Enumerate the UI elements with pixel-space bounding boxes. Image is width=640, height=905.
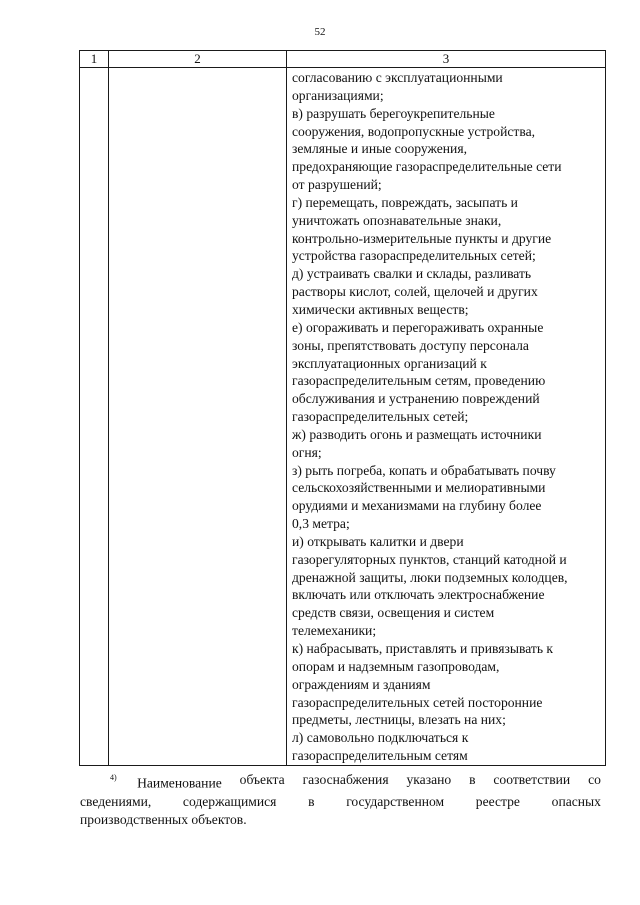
text-line: з) рыть погреба, копать и обрабатывать почву: [292, 462, 556, 478]
text-line: орудиями и механизмами на глубину более: [292, 498, 542, 514]
text-line: к) набрасывать, приставлять и привязывать к: [292, 641, 554, 656]
footnote: [80, 771, 601, 829]
text-line: устройства газораспределительных сетей;: [292, 248, 536, 264]
text-line: ограждениям и зданиям: [292, 676, 431, 692]
footnote-line-1: [80, 771, 601, 793]
table-header-row: [80, 51, 606, 68]
text-line: в) разрушать берегоукрепительные: [292, 105, 495, 121]
footnote-word: содержащимися: [182, 793, 277, 809]
text-line: 0,3 метра;: [292, 516, 350, 532]
text-line: зоны, препятствовать доступу персонала: [292, 337, 529, 353]
footnote-word: со: [588, 772, 601, 787]
text-line: газораспределительных сетей посторонние: [292, 694, 543, 710]
text-line: средств связи, освещения и систем: [292, 605, 495, 621]
text-line: согласованию с эксплуатационными: [292, 70, 503, 85]
text-line: включать или отключать электроснабжение: [292, 587, 545, 603]
text-line: газораспределительным сетям, проведению: [292, 373, 546, 389]
requirements-table: [79, 50, 606, 766]
header-col-2: 2: [109, 51, 287, 68]
text-line: от разрушений;: [292, 177, 382, 193]
text-line: телемеханики;: [292, 623, 377, 639]
footnote-word: реестре: [475, 793, 520, 809]
text-line: организациями;: [292, 87, 384, 103]
footnote-line-3: производственных объектов.: [80, 811, 247, 827]
cell-col-2: [109, 68, 287, 766]
text-line: земляные и иные сооружения,: [292, 141, 467, 157]
footnote-word: опасных: [551, 793, 601, 809]
footnote-lead: [110, 771, 222, 793]
text-line: предметы, лестницы, влезать на них;: [292, 712, 506, 728]
text-line: г) перемещать, повреждать, засыпать и: [292, 194, 518, 210]
text-line: сельскохозяйственными и мелиоративными: [292, 480, 546, 496]
text-line: сооружения, водопропускные устройства,: [292, 123, 536, 139]
footnote-word: Наименование: [137, 775, 222, 791]
text-line: эксплуатационных организаций к: [292, 355, 487, 371]
text-line: и) открывать калитки и двери: [292, 533, 464, 549]
text-line: химически активных веществ;: [292, 301, 469, 317]
cell-col-1: [80, 68, 109, 766]
cell-col-3-text: [287, 68, 605, 765]
footnote-line-2: [80, 793, 601, 811]
text-line: обслуживания и устранению повреждений: [292, 391, 540, 407]
header-col-3: 3: [287, 51, 606, 68]
footnote-mark: 4): [110, 773, 117, 782]
text-line: ж) разводить огонь и размещать источники: [292, 426, 542, 442]
text-line: контрольно-измерительные пункты и другие: [292, 230, 552, 246]
footnote-word: сведениями,: [80, 793, 152, 809]
text-line: растворы кислот, солей, щелочей и других: [292, 284, 538, 300]
footnote-word: в: [308, 793, 315, 809]
footnote-word: в: [469, 772, 476, 787]
table-row: [80, 68, 606, 766]
footnote-word: государственном: [346, 793, 445, 809]
footnote-word: объекта: [239, 772, 285, 787]
cell-col-3: [287, 68, 606, 766]
text-line: газораспределительных сетей;: [292, 409, 469, 425]
text-line: опорам и надземным газопроводам,: [292, 658, 500, 674]
text-line: газорегуляторных пунктов, станций катодной и: [292, 551, 567, 567]
page-number: 52: [314, 26, 326, 38]
text-line: е) огораживать и перегораживать охранные: [292, 319, 544, 335]
text-line: дренажной защиты, люки подземных колодцев,: [292, 569, 568, 585]
text-line: д) устраивать свалки и склады, разливать: [292, 266, 532, 282]
text-line: предохраняющие газораспределительные сети: [292, 159, 562, 175]
footnote-word: газоснабжения: [302, 772, 389, 787]
text-line: газораспределительным сетям: [292, 748, 468, 764]
text-line: л) самовольно подключаться к: [292, 730, 469, 746]
header-col-1: 1: [80, 51, 109, 68]
footnote-word: указано: [406, 772, 452, 787]
footnote-word: соответствии: [493, 772, 571, 787]
text-line: уничтожать опознавательные знаки,: [292, 212, 502, 228]
text-line: огня;: [292, 444, 322, 460]
